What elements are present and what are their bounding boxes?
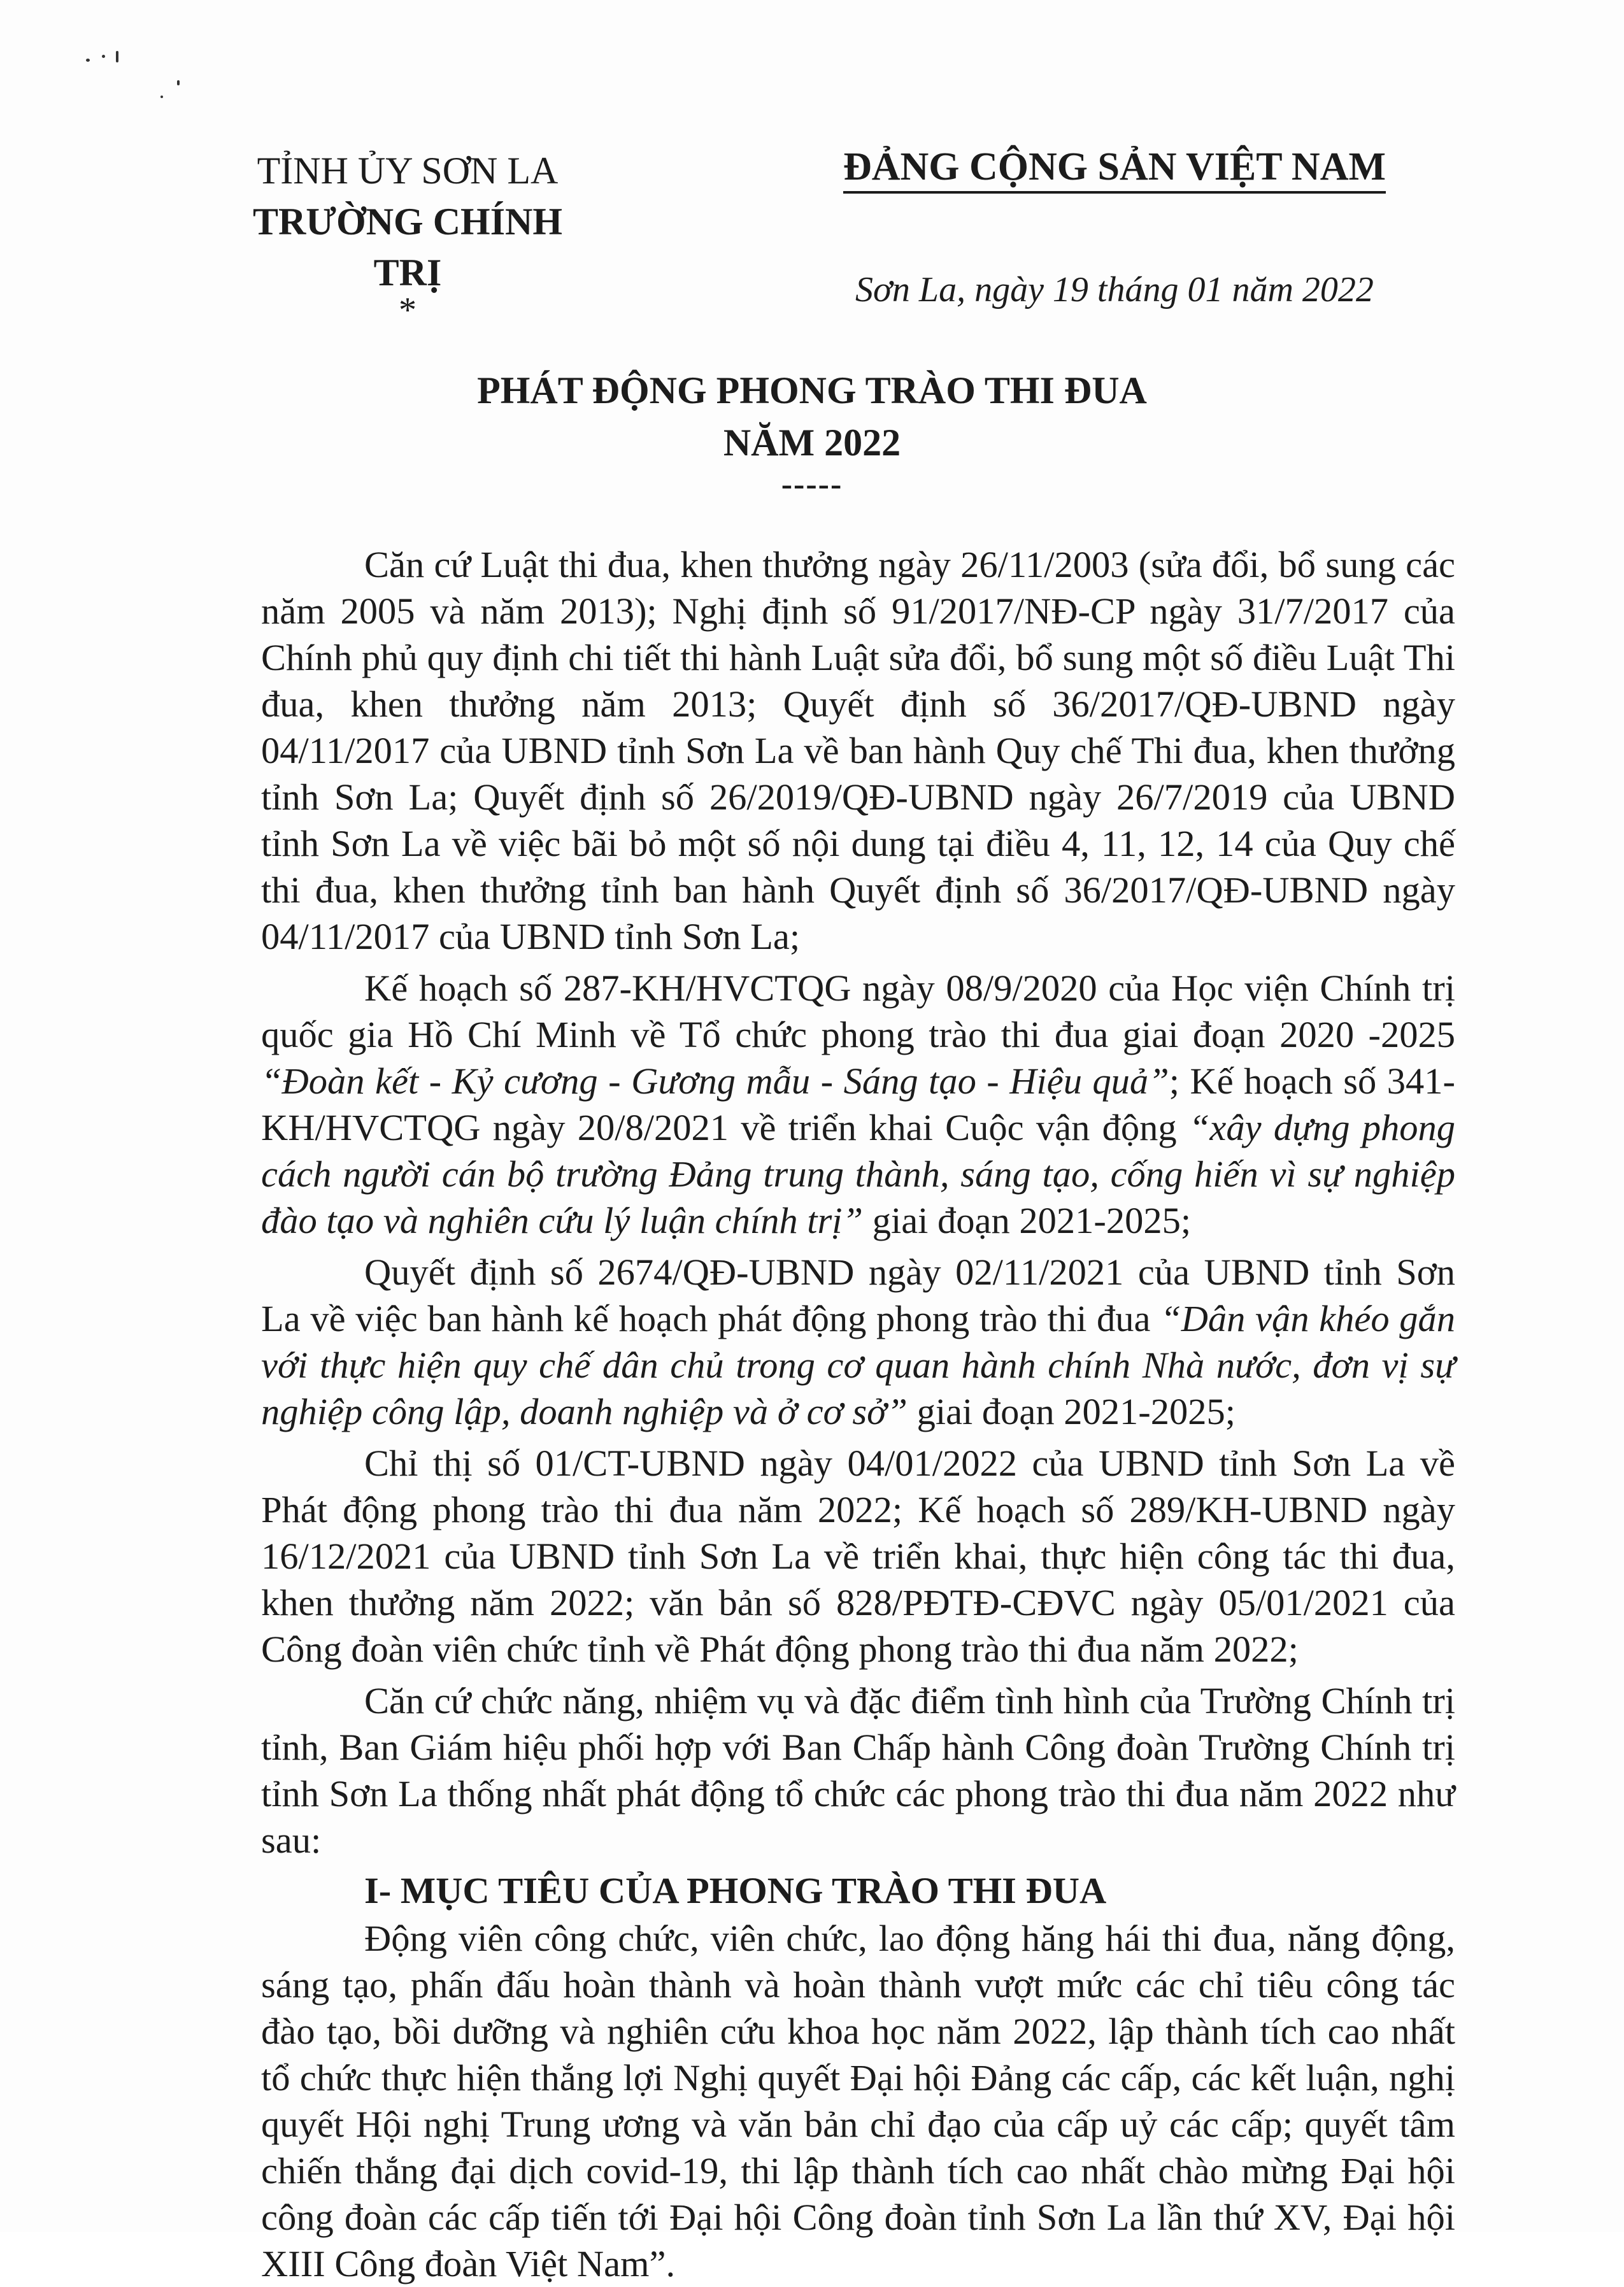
scan-speck — [102, 55, 105, 58]
section-heading-objectives: I- MỤC TIÊU CỦA PHONG TRÀO THI ĐUA — [364, 1870, 1107, 1911]
scan-speck — [116, 51, 118, 62]
paragraph-objectives: Động viên công chức, viên chức, lao động hăng hái thi đua, năng động, sáng tạo, phấn đấu hoàn thành và hoàn thành vượt mức các chỉ tiêu công tác đào tạo, bồi dưỡng và nghiên cứu khoa học năm 2022, lập thành tích cao nhất tổ chức thực hiện thắng lợi Nghị quyết Đại hội Đảng các cấp, các kết luận, nghị quyết Hội nghị Trung ương và văn bản chỉ đạo của cấp uỷ các cấp; quyết tâm chiến thắng đại dịch covid-19, thi lập thành tích cao nhất chào mừng Đại hội công đoàn các cấp tiến tới Đại hội Công đoàn tỉnh Sơn La lần thứ XV, Đại hội XIII Công đoàn Việt Nam”. — [261, 1918, 1455, 2284]
text-run: ; Kế hoạch số 341-KH/HVCTQG ngày 20/8/2021 về triển khai Cuộc vận động — [261, 1060, 1455, 1148]
scan-speck — [177, 80, 180, 85]
document-date: Sơn La, ngày 19 tháng 01 năm 2022 — [855, 270, 1374, 310]
quote-run: “Dân vận khéo gắn với thực hiện quy chế dân chủ trong cơ quan hành chính Nhà nước, đơn vị sự nghiệp công lập, doanh nghiệp và ở cơ sở” — [261, 1298, 1455, 1432]
issuer-mark: * — [399, 290, 417, 330]
title-separator: ----- — [781, 466, 843, 502]
text-run: giai đoạn 2021-2025; — [907, 1391, 1236, 1432]
text-run: Quyết định số 2674/QĐ-UBND ngày 02/11/2021 của UBND tỉnh Sơn La về việc ban hành kế hoạch phát động phong trào thi đua — [261, 1251, 1455, 1339]
quote-run: “xây dựng phong cách người cán bộ trường Đảng trung thành, sáng tạo, cống hiến vì sự nghiệp đào tạo và nghiên cứu lý luận chính trị” — [261, 1107, 1455, 1241]
title-line-1: PHÁT ĐỘNG PHONG TRÀO THI ĐUA — [477, 369, 1147, 411]
text-run: Kế hoạch số 287-KH/HVCTQG ngày 08/9/2020 của Học viện Chính trị quốc gia Hồ Chí Minh về Tổ chức phong trào thi đua giai đoạn 2020 -2025 — [261, 967, 1455, 1055]
quote-run: “Đoàn kết - Kỷ cương - Gương mẫu - Sáng tạo - Hiệu quả” — [261, 1060, 1169, 1102]
issuer-unit: TRƯỜNG CHÍNH TRỊ — [252, 201, 563, 294]
paragraph-basis-functions: Căn cứ chức năng, nhiệm vụ và đặc điểm tình hình của Trường Chính trị tỉnh, Ban Giám hiệu phối hợp với Ban Chấp hành Công đoàn Trường Chính trị tỉnh Sơn La thống nhất phát động tổ chức các phong trào thi đua năm 2022 như sau: — [261, 1680, 1455, 1861]
text-run: giai đoạn 2021-2025; — [863, 1200, 1192, 1241]
document-title — [318, 364, 1306, 501]
issuer-block — [229, 145, 586, 330]
issuer-org: TỈNH ỦY SƠN LA — [257, 150, 559, 192]
paragraph-plans — [261, 965, 1455, 1244]
paragraph-legal-basis: Căn cứ Luật thi đua, khen thưởng ngày 26/11/2003 (sửa đổi, bổ sung các năm 2005 và năm 2013); Nghị định số 91/2017/NĐ-CP ngày 31/7/2017 của Chính phủ quy định chi tiết thi hành Luật sửa đổi, bổ sung một số điều Luật Thi đua, khen thưởng năm 2013; Quyết định số 36/2017/QĐ-UBND ngày 04/11/2017 của UBND tỉnh Sơn La về ban hành Quy chế Thi đua, khen thưởng tỉnh Sơn La; Quyết định số 26/2019/QĐ-UBND ngày 26/7/2019 của UBND tỉnh Sơn La về việc bãi bỏ một số nội dung tại điều 4, 11, 12, 14 của Quy chế thi đua, khen thưởng tỉnh ban hành Quyết định số 36/2017/QĐ-UBND ngày 04/11/2017 của UBND tỉnh Sơn La; — [261, 544, 1455, 957]
paragraph-directive: Chỉ thị số 01/CT-UBND ngày 04/01/2022 của UBND tỉnh Sơn La về Phát động phong trào thi đua năm 2022; Kế hoạch số 289/KH-UBND ngày 16/12/2021 của UBND tỉnh Sơn La về triển khai, thực hiện công tác thi đua, khen thưởng năm 2022; văn bản số 828/PĐTĐ-CĐVC ngày 05/01/2021 của Công đoàn viên chức tỉnh về Phát động phong trào thi đua năm 2022; — [261, 1443, 1455, 1670]
document-body — [261, 541, 1455, 2287]
party-motto: ĐẢNG CỘNG SẢN VIỆT NAM — [843, 143, 1386, 194]
paragraph-decision — [261, 1249, 1455, 1435]
national-header — [828, 143, 1401, 312]
title-line-2: NĂM 2022 — [723, 422, 901, 464]
scan-speck — [160, 96, 163, 98]
scan-speck — [86, 59, 90, 62]
